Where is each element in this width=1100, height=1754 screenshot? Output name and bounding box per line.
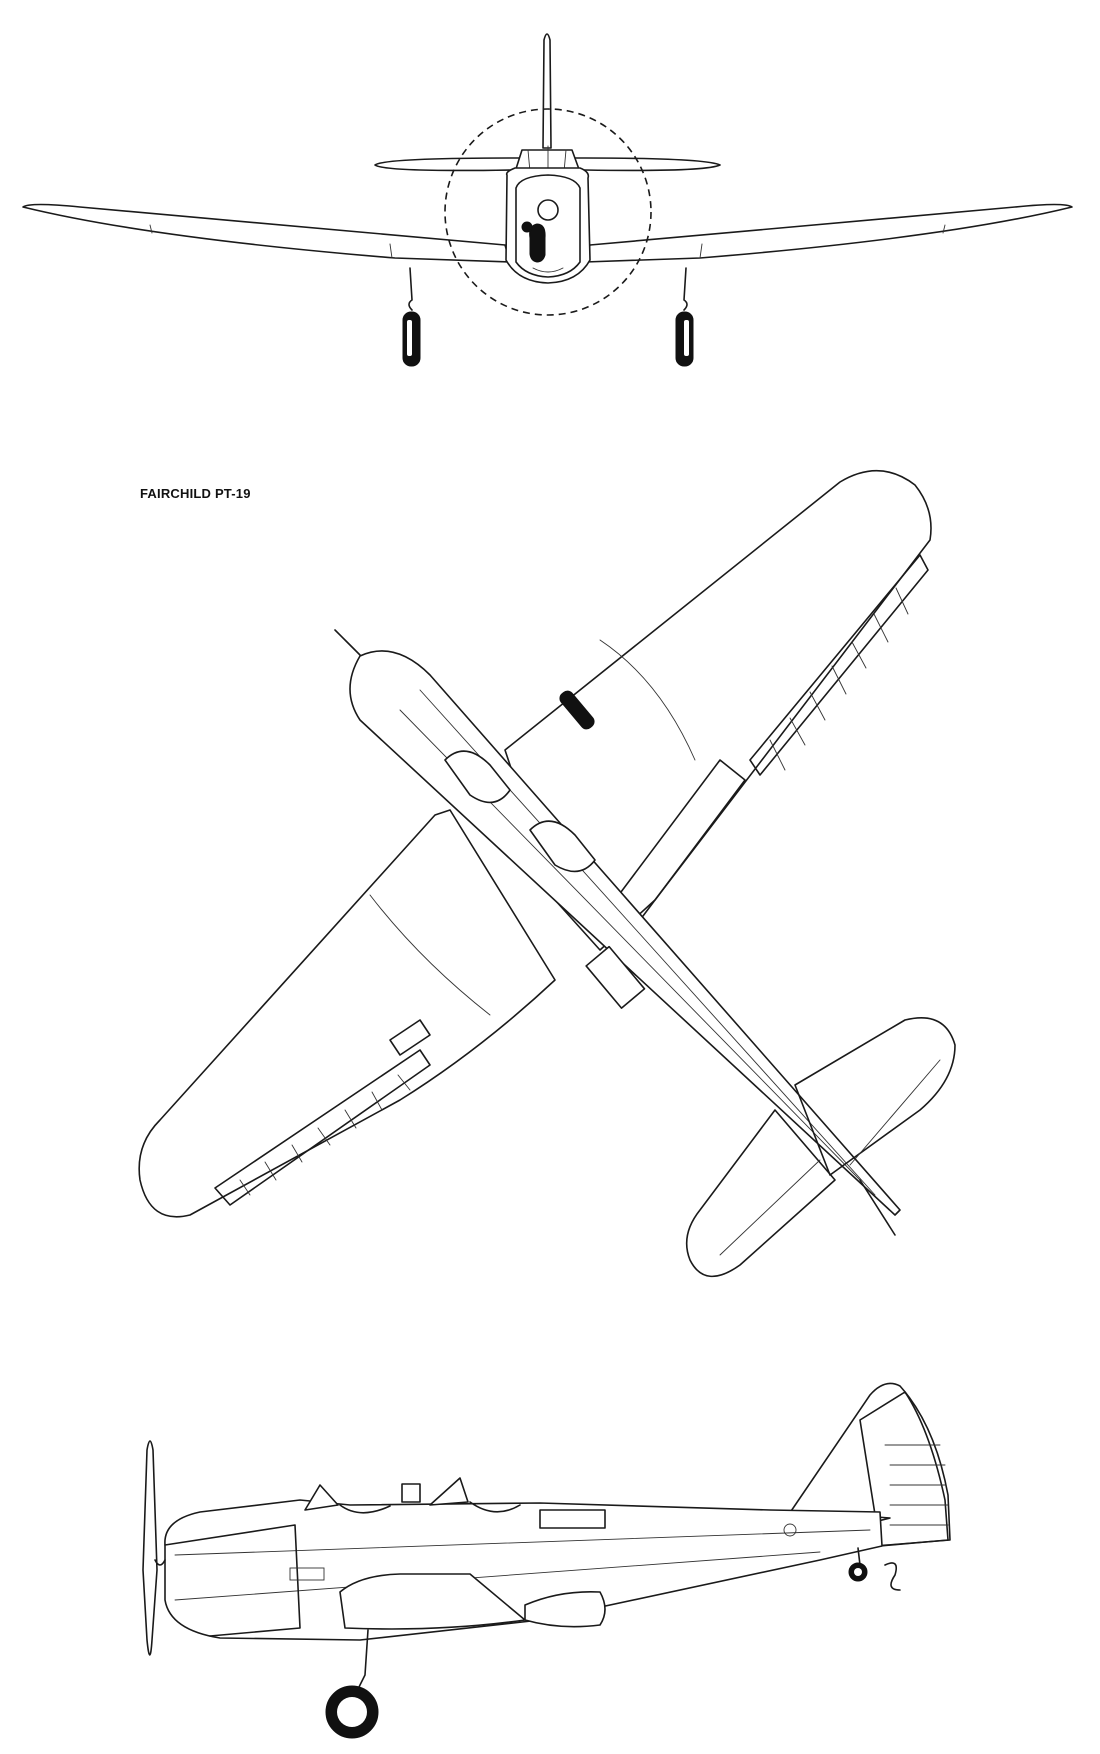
front-windshield xyxy=(305,1485,338,1510)
front-vertical-fin xyxy=(543,34,551,148)
air-intake xyxy=(530,224,545,262)
top-view-drawing xyxy=(0,440,1100,1320)
top-propeller xyxy=(335,630,360,655)
front-left-gear-strut xyxy=(409,268,412,310)
headrest xyxy=(402,1484,420,1502)
side-panel xyxy=(540,1510,605,1528)
tail-wheel-detail xyxy=(885,1563,900,1590)
left-flap xyxy=(390,1020,430,1055)
aircraft-title: FAIRCHILD PT-19 xyxy=(140,486,251,501)
top-left-wing xyxy=(139,810,555,1217)
spinner xyxy=(538,200,558,220)
right-flap xyxy=(615,760,745,920)
top-right-gear xyxy=(557,689,596,732)
left-aileron xyxy=(215,1050,430,1205)
front-view-drawing xyxy=(0,0,1100,380)
rear-windshield xyxy=(430,1478,468,1505)
side-propeller xyxy=(143,1441,157,1655)
front-main-wing xyxy=(23,205,510,263)
top-fuselage xyxy=(350,651,900,1215)
front-right-gear-strut xyxy=(684,268,687,310)
top-right-stabilizer xyxy=(795,1018,955,1175)
side-view-drawing xyxy=(0,1370,1100,1754)
